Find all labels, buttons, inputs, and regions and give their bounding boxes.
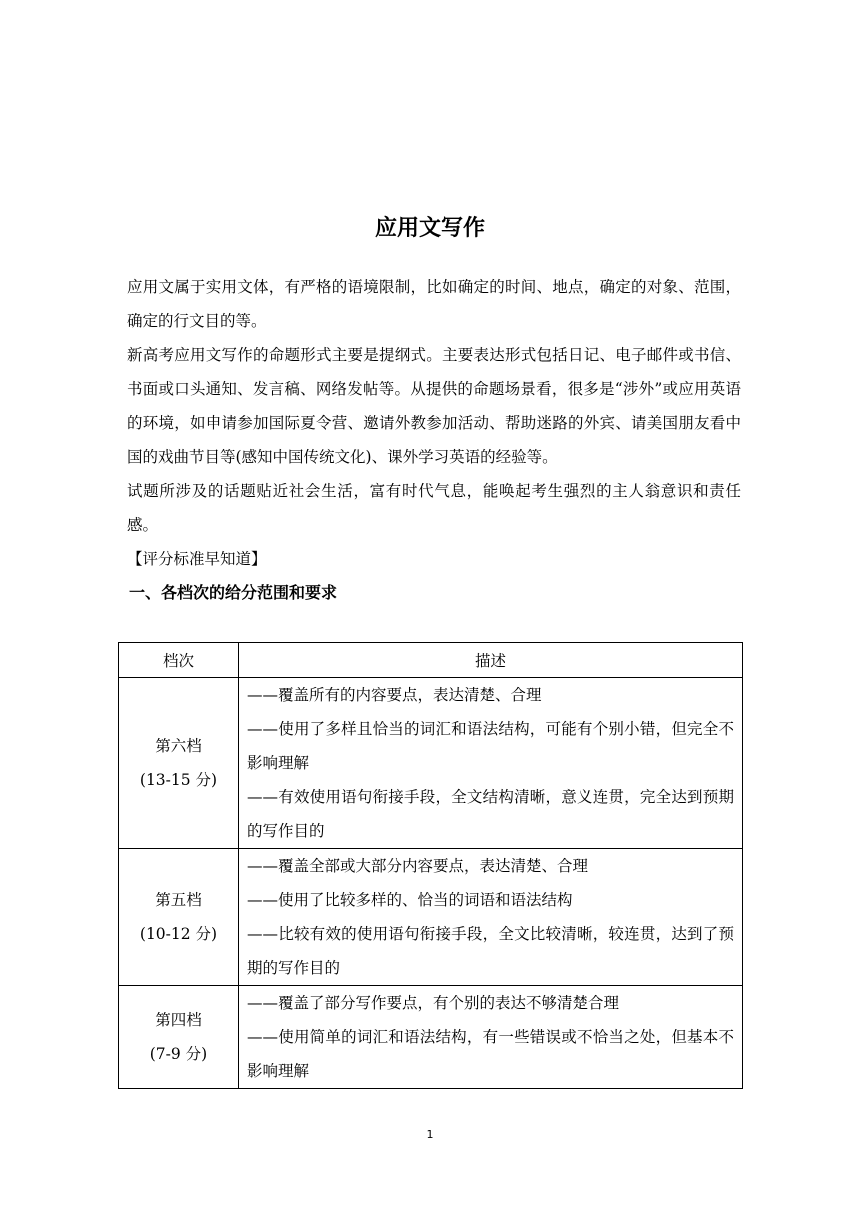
level-cell: [119, 849, 239, 986]
table-row: [119, 678, 743, 849]
description-item: ——覆盖全部或大部分内容要点，表达清楚、合理: [247, 857, 589, 875]
description-item: ——覆盖所有的内容要点，表达清楚、合理: [247, 686, 542, 704]
table-row: [119, 849, 743, 986]
level-range: (13-15 分): [139, 771, 218, 789]
paragraph-topics: 试题所涉及的话题贴近社会生活，富有时代气息，能唤起考生强烈的主人翁意识和责任感。: [127, 482, 741, 534]
level-range: (10-12 分): [139, 925, 218, 943]
description-item: ——使用简单的词汇和语法结构，有一些错误或不恰当之处，但基本不影响理解: [247, 1028, 734, 1080]
description-item: ——覆盖了部分写作要点，有个别的表达不够清楚合理: [247, 994, 620, 1012]
document-body: [127, 270, 741, 610]
description-item: ——使用了多样且恰当的词汇和语法结构，可能有个别小错，但完全不影响理解: [247, 720, 734, 772]
page-title: 应用文写作: [374, 216, 485, 241]
description-cell: [239, 986, 743, 1089]
level-name: 第六档: [155, 737, 202, 755]
level-cell: [119, 986, 239, 1089]
paragraph-scoring-label: 【评分标准早知道】: [127, 550, 267, 568]
level-cell: [119, 678, 239, 849]
description-item: ——使用了比较多样的、恰当的词语和语法结构: [247, 891, 573, 909]
scoring-table: [118, 642, 743, 1089]
level-range: (7-9 分): [149, 1045, 208, 1063]
level-name: 第五档: [155, 891, 202, 909]
section-heading: 一、各档次的给分范围和要求: [129, 583, 338, 602]
description-cell: [239, 849, 743, 986]
paragraph-intro: 应用文属于实用文体，有严格的语境限制，比如确定的时间、地点，确定的对象、范围，确定的行文目的等。: [127, 278, 741, 330]
table-header-row: [119, 643, 743, 678]
page-number: 1: [426, 1128, 434, 1141]
description-item: ——有效使用语句衔接手段，全文结构清晰，意义连贯，完全达到预期的写作目的: [247, 788, 734, 840]
description-cell: [239, 678, 743, 849]
level-name: 第四档: [155, 1011, 202, 1029]
paragraph-format: 新高考应用文写作的命题形式主要是提纲式。主要表达形式包括日记、电子邮件或书信、书面或口头通知、发言稿、网络发帖等。从提供的命题场景看，很多是“涉外”或应用英语的环境，如申请参加国际夏令营、邀请外教参加活动、帮助迷路的外宾、请美国朋友看中国的戏曲节目等(感知中国传统文化)、课外学习英语的经验等。: [127, 346, 741, 466]
scoring-table-container: [118, 642, 742, 1089]
header-description: 描述: [239, 643, 743, 678]
description-item: ——比较有效的使用语句衔接手段，全文比较清晰，较连贯，达到了预期的写作目的: [247, 925, 734, 977]
header-level: 档次: [119, 643, 239, 678]
table-row: [119, 986, 743, 1089]
